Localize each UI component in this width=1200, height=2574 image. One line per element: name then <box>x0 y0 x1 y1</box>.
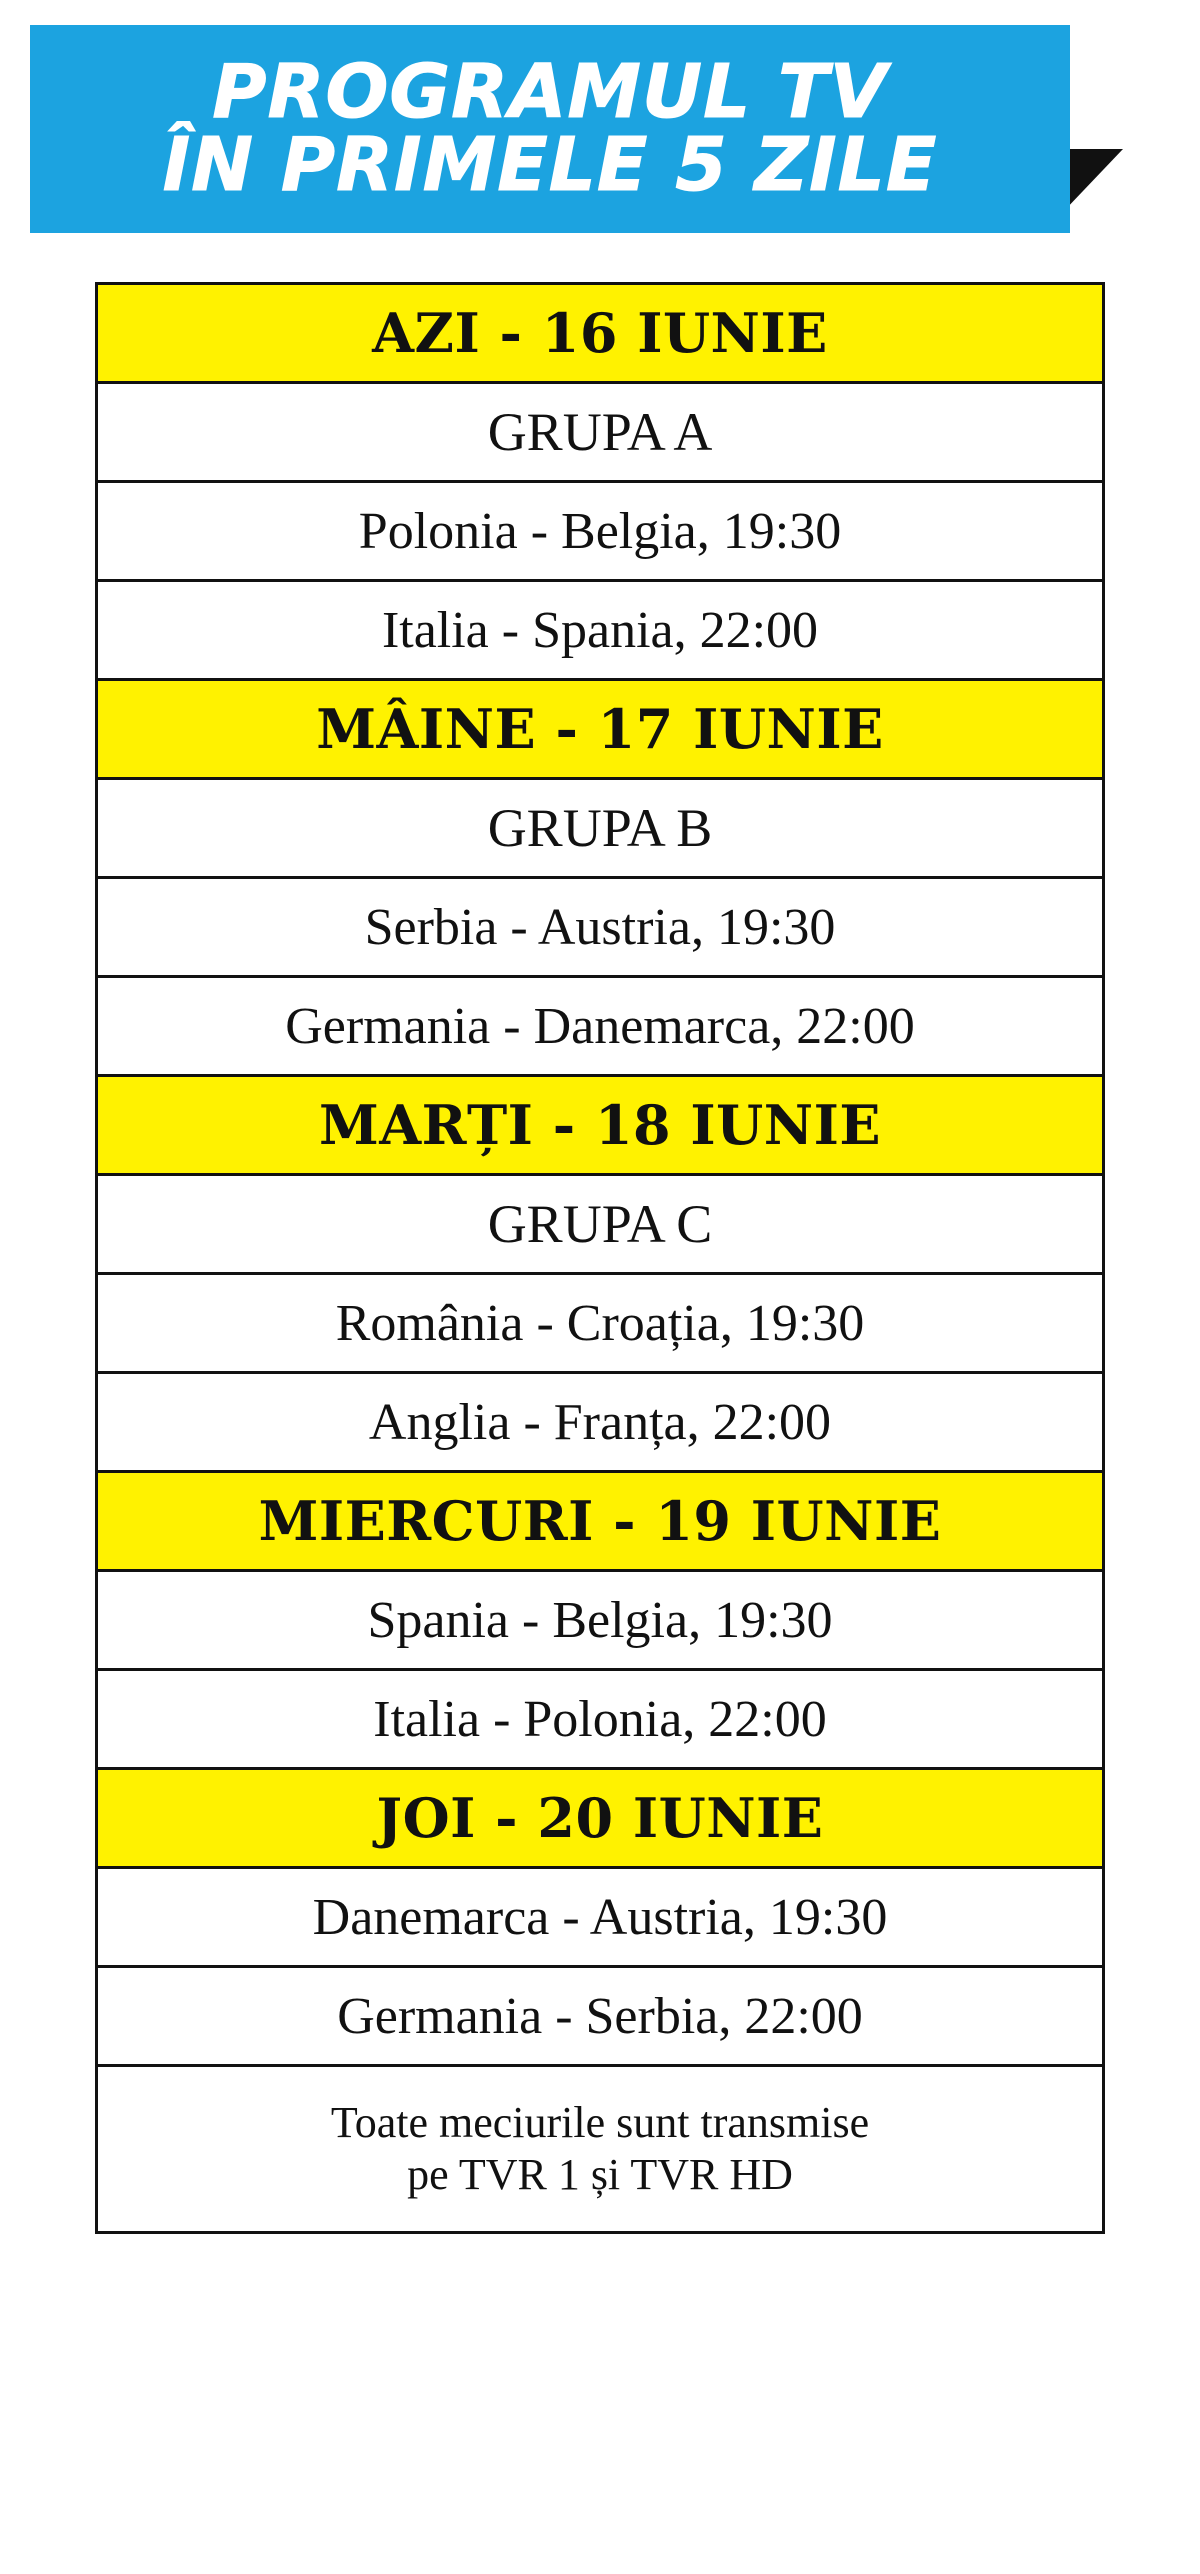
broadcast-note-line-2: pe TVR 1 și TVR HD <box>407 2150 793 2199</box>
match-entry: Germania - Danemarca, 22:00 <box>97 977 1104 1076</box>
match-entry: Spania - Belgia, 19:30 <box>97 1571 1104 1670</box>
table-row-match <box>97 1967 1104 2066</box>
table-row-match <box>97 1670 1104 1769</box>
page-title-line-2: ÎN PRIMELE 5 ZILE <box>162 122 938 208</box>
day-label: MIERCURI - 19 IUNIE <box>97 1472 1104 1571</box>
table-row-match <box>97 878 1104 977</box>
match-entry: Serbia - Austria, 19:30 <box>97 878 1104 977</box>
banner-background <box>30 25 1070 233</box>
page-title <box>30 25 1070 233</box>
day-label: MÂINE - 17 IUNIE <box>97 680 1104 779</box>
table-row-group <box>97 383 1104 482</box>
table-row-match <box>97 977 1104 1076</box>
table-row-match <box>97 482 1104 581</box>
group-label: GRUPA A <box>97 383 1104 482</box>
group-label: GRUPA C <box>97 1175 1104 1274</box>
table-row-match <box>97 1868 1104 1967</box>
match-entry: Danemarca - Austria, 19:30 <box>97 1868 1104 1967</box>
table-row-day-header <box>97 1076 1104 1175</box>
table-row-group <box>97 779 1104 878</box>
table-row-group <box>97 1175 1104 1274</box>
table-row-day-header <box>97 284 1104 383</box>
match-entry: România - Croația, 19:30 <box>97 1274 1104 1373</box>
match-entry: Germania - Serbia, 22:00 <box>97 1967 1104 2066</box>
day-label: JOI - 20 IUNIE <box>97 1769 1104 1868</box>
match-entry: Polonia - Belgia, 19:30 <box>97 482 1104 581</box>
table-row-match <box>97 1274 1104 1373</box>
broadcast-note <box>97 2066 1104 2233</box>
table-row-day-header <box>97 1769 1104 1868</box>
broadcast-note-line-1: Toate meciurile sunt transmise <box>330 2098 870 2148</box>
table-row-match <box>97 1571 1104 1670</box>
match-entry: Anglia - Franța, 22:00 <box>97 1373 1104 1472</box>
schedule-table <box>95 282 1105 2234</box>
table-row-day-header <box>97 680 1104 779</box>
header-banner <box>30 25 1155 235</box>
match-entry: Italia - Spania, 22:00 <box>97 581 1104 680</box>
day-label: AZI - 16 IUNIE <box>97 284 1104 383</box>
match-entry: Italia - Polonia, 22:00 <box>97 1670 1104 1769</box>
table-row-day-header <box>97 1472 1104 1571</box>
page-title-line-1: PROGRAMUL TV <box>212 49 888 136</box>
table-row-note <box>97 2066 1104 2233</box>
day-label: MARȚI - 18 IUNIE <box>97 1076 1104 1175</box>
group-label: GRUPA B <box>97 779 1104 878</box>
table-row-match <box>97 1373 1104 1472</box>
table-row-match <box>97 581 1104 680</box>
